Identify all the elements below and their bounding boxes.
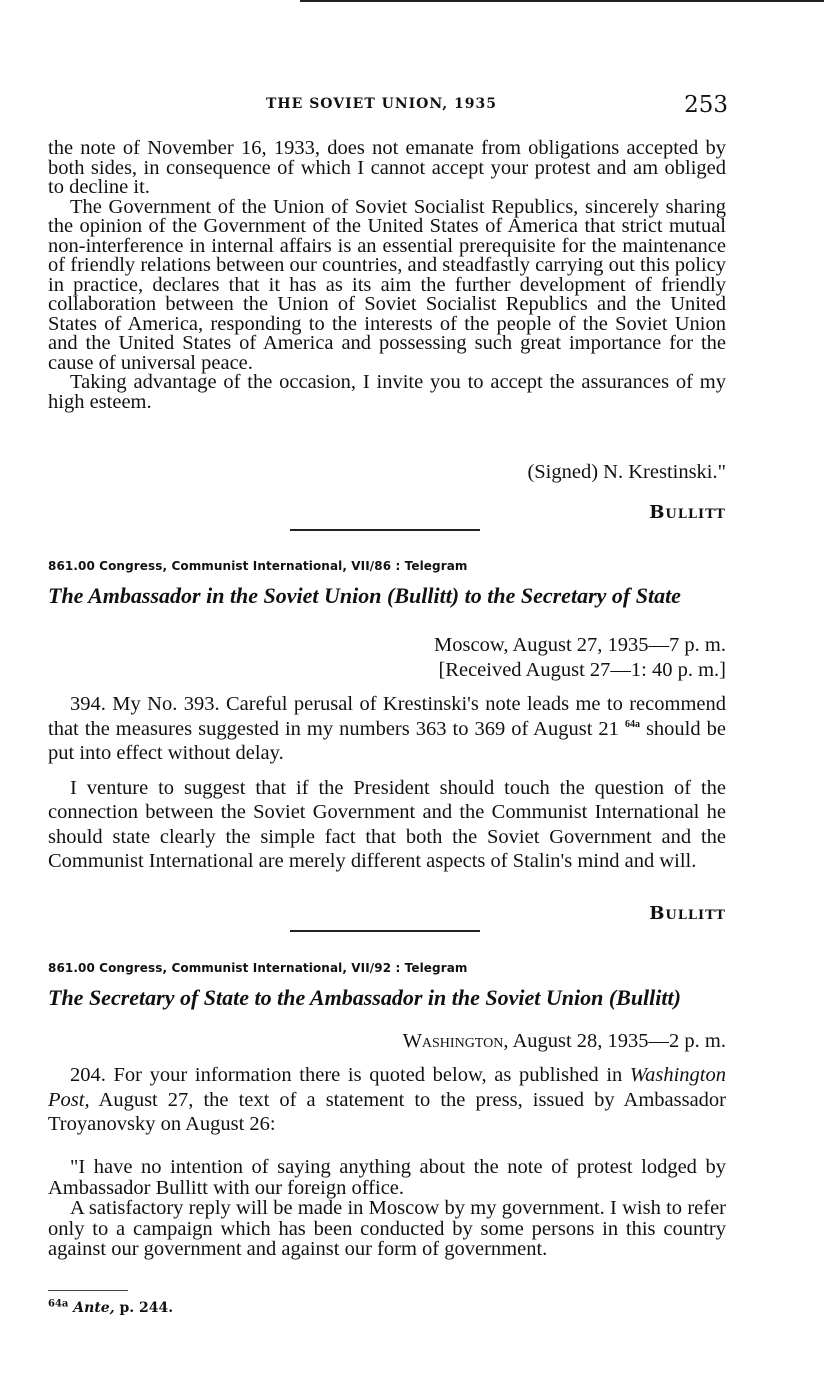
paragraph-394-text: 394. My No. 393. Careful perusal of Krestinski's note leads me to recommend that the measures suggested in my numbers 363 to 369 of August 21 — [48, 693, 726, 740]
telegram-204-body — [48, 1063, 726, 1137]
dateline-2: Moscow, August 27, 1935—7 p. m. — [434, 634, 726, 656]
footnote-ref-64a: 64a — [624, 718, 640, 730]
page-number: 253 — [684, 92, 728, 118]
paragraph-204 — [48, 1063, 726, 1137]
file-reference-92: 861.00 Congress, Communist International, VII/92 : Telegram — [48, 961, 468, 975]
paragraph-government: The Government of the Union of Soviet Socialist Republics, sincerely sharing the opinion of the Government of the United States of America that strict mutual non-interference in internal affairs is an essential prerequisite for the maintenance of friendly relations between our countries, and steadfastly carrying out this policy in practice, declares that it has as its aim the further development of friendly collaboration between the Union of Soviet Socialist Republics and the United States of America, responding to the interests of the people of the Soviet Union and the United States of America and possessing such great importance for the cause of universal peace. — [48, 195, 726, 374]
signature-block-1 — [48, 502, 726, 523]
page-header — [48, 92, 728, 122]
received-line: [Received August 27—1: 40 p. m.] — [438, 658, 726, 681]
document-title-3: The Secretary of State to the Ambassador in the Soviet Union (Bullitt) — [48, 985, 681, 1010]
paragraph-204-text: 204. For your information there is quoted below, as published in — [70, 1064, 630, 1086]
footnote-mark: 64a — [48, 1298, 69, 1310]
section-divider-1 — [290, 529, 480, 531]
running-head: THE SOVIET UNION, 1935 — [266, 96, 497, 112]
note-continuation — [48, 139, 726, 412]
top-border-line — [300, 0, 824, 2]
signed-text: (Signed) N. Krestinski." — [527, 461, 726, 483]
paragraph-204-end: August 27, the text of a statement to the press, issued by Ambassador Troyanovsky on August 26: — [48, 1088, 726, 1135]
signature-bullitt-1: Bullitt — [649, 502, 726, 523]
paragraph-394-end: should be put into effect without delay. — [48, 717, 726, 764]
publication-name: Washington Post, — [48, 1064, 726, 1111]
file-reference-86: 861.00 Congress, Communist International, VII/86 : Telegram — [48, 559, 468, 573]
footnote-rule — [48, 1290, 128, 1291]
paragraph-closing: Taking advantage of the occasion, I invite you to accept the assurances of my high esteem. — [48, 371, 726, 413]
dateline-washington — [48, 1029, 726, 1054]
footnote-page: p. 244. — [114, 1300, 174, 1316]
quoted-statement — [48, 1157, 726, 1260]
signature-bullitt-2: Bullitt — [649, 903, 726, 924]
paragraph-venture: I venture to suggest that if the President should touch the question of the connection between the Soviet Government and the Communist International he should state clearly the simple fact that both the Soviet Government and the Communist International are merely different aspects of Stalin's mind and will. — [48, 776, 726, 872]
section-divider-2 — [290, 930, 480, 932]
dateline-rest: August 28, 1935—2 p. m. — [508, 1030, 726, 1052]
paragraph-394 — [48, 692, 726, 766]
quote-paragraph-2: A satisfactory reply will be made in Moscow by my government. I wish to refer only to a campaign which has been conducted by some persons in this country against our government and against our form of government. — [48, 1197, 726, 1260]
dateline-city: Washington, — [402, 1030, 509, 1052]
quote-paragraph-1: "I have no intention of saying anything about the note of protest lodged by Ambassador Bullitt with our foreign office. — [48, 1156, 726, 1199]
signed-line — [48, 463, 726, 483]
footnote-64a — [48, 1300, 173, 1316]
paragraph-continued: the note of November 16, 1933, does not emanate from obligations accepted by both sides, in consequence of which I cannot accept your protest and am obliged to decline it. — [48, 137, 726, 198]
footnote-ante: Ante, — [73, 1300, 115, 1316]
signature-block-2 — [48, 903, 726, 924]
dateline-moscow — [48, 633, 726, 682]
telegram-394-body — [48, 692, 726, 874]
document-title-2: The Ambassador in the Soviet Union (Bullitt) to the Secretary of State — [48, 583, 681, 608]
